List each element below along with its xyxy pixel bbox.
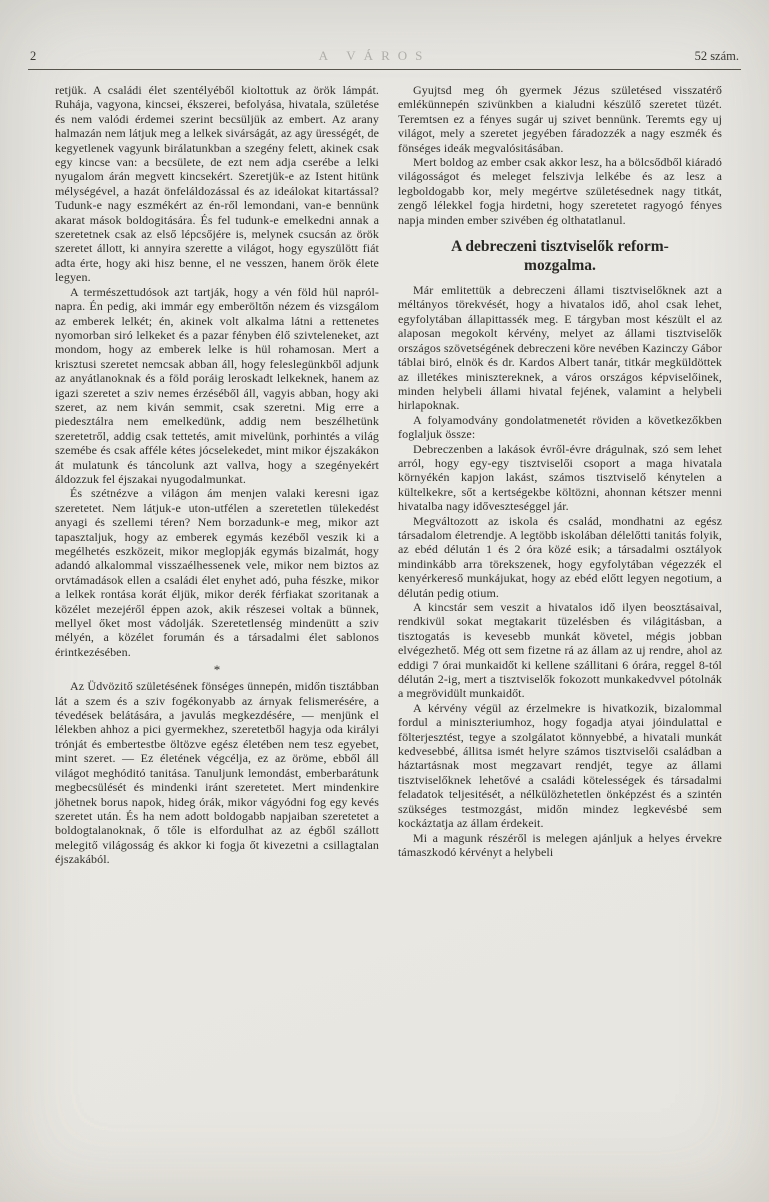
section-heading: A debreczeni tisztviselők reform-mozgalma. [451, 238, 669, 275]
left-column [55, 83, 379, 867]
paragraph: A természettudósok azt tartják, hogy a vén föld hül napról-napra. Én pedig, aki immár egy emberöltőn nézem és vizsgálom az emberek lelkét; én, akinek volt alkalma látni a rettenetes nyomorban siró lelkeket és a pazar fényben élő szivteleneket, azt mondom, hogy az emberek lelke is hül rohamosan. Mert a krisztusi szeretet nemcsak abban áll, hogy feleslegünkből adjunk az anyátlanoknak és a föld poráig leroskadt lelkeknek, hanem az igazi szeretet a sziv nemes érzéséből áll, vagyis abban, hogy aki szeret, az nem kiván semmit, csak szeretni. Mig erre a piedesztálra nem emelkedünk, addig nem beszélhetünk szeretetről, addig csak tettetés, amit mivelünk, porhintés a világ szemébe és csak afféle kétes jócselekedet, mint mikor éjszakákon át mulatunk és táncolunk azt vallva, hogy a szegényekért áldozzuk fel éjszakai nyugodalmunkat. [55, 284, 379, 486]
paragraph: A kérvény végül az érzelmekre is hivatkozik, bizalommal fordul a miniszteriumhoz, hogy fogadja atyai jóindulattal e fölterjesztést, tegye a szolgálatot könnyebbé, a hivatali munkát kedvesebbé, állitsa ismét helyre számos tisztviselői családban a háztartásnak most megzavart rendjét, tegye az állami tisztviselőknek lehetővé a családi kötelességek és társadalmi feladatok teljesitését, a nélkülözhetetlen önképzést és a szintén szükséges testmozgást, midőn mindez legkevésbé sem kockáztatja az állam érdekeit. [398, 700, 722, 831]
article-columns [0, 70, 769, 867]
paragraph: Már emlitettük a debreczeni állami tisztviselőknek azt a méltányos törekvését, hogy a hivatalos idő, ahol csak lehet, egyfolytában állapittassék meg. E tárgyban most készült el az alaposan megokolt kérvény, melyet az állami tisztviselők országos szövetségének debreczeni köre nevében Kazinczy Gábor táblai biró, elnök és dr. Kardos Albert tanár, titkár megküldöttek az illetékes minisztereknek, a város országos képviselőinek, minden helybeli állami hivatal fejének, valamint a helybeli hirlapoknak. [398, 283, 722, 413]
page-number: 2 [30, 49, 37, 63]
section-separator: * [213, 662, 221, 678]
paragraph: Megváltozott az iskola és család, mondhatni az egész társadalom életrendje. A legtöbb iskolában délelőtti tanitás folyik, az ebéd délután 1 és 2 óra közé esik; a társadalmi osztályok mindinkább arra törekszenek, hogy egyfolytában végezzék el kenyérkereső munkájukat, hogy az ebéd előtt legyen negotium, a délután pedig otium. [398, 513, 722, 600]
paragraph: A kincstár sem veszit a hivatalos idő ilyen beosztásaival, rendkivül sokat megtakarit tüzelésben és világitásban, a tisztogatás is kevesebb munkát követel, mégis jobban elvégezhető. Még ott sem fizetne rá az állam az uj rendre, ahol az eddigi 7 órai munkaidőt ki kellene szállitani 6 órára, reggel 8-tól délután 2-ig, mert a tisztviselők fokozott munkakedvvel pótolnák a megrövidült munkaidőt. [398, 600, 722, 701]
paragraph: És szétnézve a világon ám menjen valaki keresni igaz szeretetet. Nem látjuk-e uton-utfélen a szeretetlen tülekedést anyagi és szellemi téren? Nem borzadunk-e meg, mikor azt tapasztaljuk, hogy az emberek egymás kezéből veszik ki a megélhetés eszközeit, mikor meglopják egymás bizalmát, hogy adandó alkalommal visszaélhessenek vele, mikor nem biztos az orvtámadások ellen a családi élet enyhet adó, puha fészke, mikor a lelkek rontása korát éljük, mikor derék férfiakat szoritanak a közélet mezejéről éppen azok, akik részesei voltak a bünnek, mellyel őket most vádolják. Szeretetlenség mindenütt a sziv mélyén, a közélet forumán és a társadalmi élet sablonos érintkezésében. [55, 486, 379, 659]
right-column [398, 83, 722, 867]
paragraph: Mert boldog az ember csak akkor lesz, ha a bölcsődből kiáradó világosságot és meleget felszivja lelkébe és az lesz a legboldogabb kor, mely megértve születésednek nagy titkát, zengő lélekkel fogja hirdetni, hogy szeretetet ragyogó fényes napja minden ember szivében ég olthatatlanul. [398, 155, 722, 227]
masthead-title: A VÁROS [318, 48, 431, 63]
page-header [0, 0, 769, 69]
paragraph: retjük. A családi élet szentélyéből kioltottuk az örök lámpát. Ruhája, vagyona, kincsei, ékszerei, befolyása, hivatala, születése és nem valódi érdemei szerint becsüljük az embert. Az arany halmazán nem látjuk meg a lelkek sivárságát, az agy ürességét, de kegyetlenek vagyunk birálatunkban a szegény felett, akinek csak egy kincse van: a becsülete, de ezt nem adja cserébe a lelki nyugalom árán megvett kincsekért. Szeretjük-e az Istent hitünk mélységével, a hazát önfeláldozással és az ideálokat kitartással? Tudunk-e nagy eszmékért az én-ről lemondani, van-e bennünk akarat mások boldogitására. És fel tudunk-e emelkedni annak a szeretetnek csak az első lépcsőjére is, melynek csucsán az örök szeretet állott, ki annyira szerette a világot, hogy egyszülött fiát adta érte, hogy aki hisz benne, el ne vesszen, hanem örök élete legyen. [55, 83, 379, 285]
paragraph: Gyujtsd meg óh gyermek Jézus születésed visszatérő emlékünnepén szivünkben a kialudni készülő szeretet tüzét. Teremtsen ez a fényes sugár uj szivet bennünk. Teremts egy uj világot, mely a szeretet jegyében fáradozzék a nagy eszmék és fönséges ideák megvalósitásában. [398, 83, 722, 155]
issue-number: 52 szám. [694, 49, 739, 63]
paragraph: A folyamodvány gondolatmenetét röviden a következőkben foglaljuk össze: [398, 412, 722, 442]
paragraph: Mi a magunk részéről is melegen ajánljuk a helyes érvekre támaszkodó kérvényt a helybeli [398, 830, 722, 859]
paragraph: Debreczenben a lakások évről-évre drágulnak, szó sem lehet arról, hogy egy-egy tisztviselői csoport a maga hivatala környékén kapjon lakást, számos tisztviselő kénytelen a kültelkekre, sőt a kertségekbe költözni, ahonnan kétszer menni hivatalba nagy időveszteséggel jár. [398, 441, 722, 514]
paragraph: Az Üdvözitő születésének fönséges ünnepén, midőn tisztábban lát a szem és a sziv fogékonyabb az árnyak felismerésére, a tévedések belátására, a javulás megkezdésére, — menjünk el lélekben ahhoz a pici gyermekhez, szeretetből hagyja oda királyi trónját és embertestbe öltözve egész életében nem tesz egyebet, mint szeret. — Ez életének végcélja, ez az öröme, ebből áll világot meghóditó tanitása. Tanuljunk lemondást, emberbarátunk megbecsülését és mindenki iránt szeretetet. Mert mindenkire jöhetnek borus napok, hideg órák, mikor vágyódni fog egy kevés szeretet után. És ha nem adott boldogabb napjaiban szeretetet a boldogtalanoknak, ő tőle is elfordulhat az az égből szállott melegitő világosság és akkor ki fogja őt kivezetni a csillagtalan éjszakából. [55, 679, 379, 867]
